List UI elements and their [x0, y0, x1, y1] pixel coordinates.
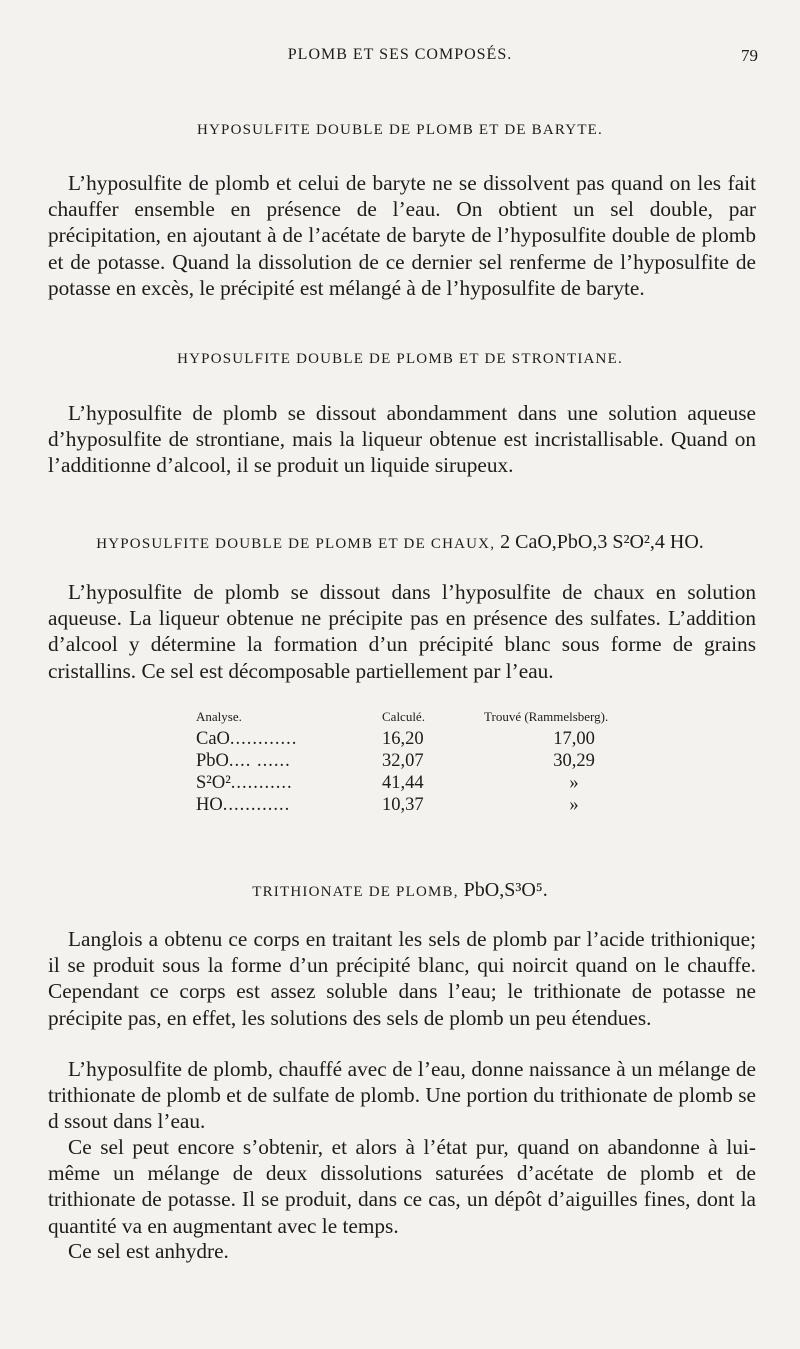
- row-found: »: [569, 794, 579, 815]
- leader-dots: .... ......: [228, 750, 291, 771]
- row-found: 30,29: [553, 750, 595, 771]
- row-calc: 16,20: [382, 728, 424, 749]
- leader-dots: ...........: [230, 772, 293, 793]
- analysis-header-calcule: Calculé.: [382, 709, 425, 724]
- formula-trithionate: PbO,S³O⁵.: [463, 879, 548, 901]
- row-calc: 41,44: [382, 772, 424, 793]
- running-title: PLOMB ET SES COMPOSÉS.: [287, 46, 513, 63]
- row-calc: 10,37: [382, 794, 424, 815]
- analysis-header-analyse: Analyse.: [196, 709, 242, 724]
- leader-dots: ............: [229, 728, 298, 749]
- paragraph-baryte: L’hyposulfite de plomb et celui de baryte ne se dissolvent pas quand on les fait chauffer ensemble en présence de l’eau. On obtient un sel double, par précipitation, en ajoutant à de l’acétate de baryte de l’hyposulfite double de plomb et de potasse. Quand la dissolution de ce dernier sel renferme de l’hyposulfite de potasse en excès, le précipité est mélangé à de l’hyposulfite de baryte.: [48, 171, 756, 300]
- section-heading-chaux: [0, 531, 800, 554]
- table-row: [196, 772, 664, 794]
- leader-dots: ............: [222, 794, 291, 815]
- table-row: [196, 794, 664, 816]
- row-calc: 32,07: [382, 750, 424, 771]
- heading-chaux-text: HYPOSULFITE DOUBLE DE PLOMB ET DE CHAUX,: [96, 536, 496, 552]
- section-heading-baryte: HYPOSULFITE DOUBLE DE PLOMB ET DE BARYTE.: [196, 122, 603, 138]
- paragraph-trithionate-1: Langlois a obtenu ce corps en traitant les sels de plomb par l’acide trithionique; il se produit sous la forme d’un précipité blanc, qui noircit quand on le chauffe. Cependant ce corps est assez soluble dans l’eau; le trithionate de potasse ne précipite pas, en effet, les solutions des sels de plomb un peu étendues.: [48, 927, 756, 1030]
- paragraph-trithionate-3: Ce sel peut encore s’obtenir, et alors à l’état pur, quand on abandonne à lui-même un mélange de deux dissolutions saturées d’acétate de plomb et de trithionate de potasse. Il se produit, dans ce cas, un dépôt d’aiguilles fines, dont la quantité va en augmentant avec le temps.: [48, 1135, 756, 1238]
- row-found: »: [569, 772, 579, 793]
- running-head: [0, 46, 800, 70]
- row-label: CaO: [196, 728, 230, 749]
- section-heading-trithionate: [0, 879, 800, 902]
- analysis-header-trouve: Trouvé (Rammelsberg).: [484, 709, 609, 724]
- table-row: [196, 728, 664, 750]
- paragraph-trithionate-4: Ce sel est anhydre.: [68, 1239, 229, 1263]
- row-label: HO: [196, 794, 223, 815]
- paragraph-strontiane: L’hyposulfite de plomb se dissout abondamment dans une solution aqueuse d’hyposulfite de strontiane, mais la liqueur obtenue est incristallisable. Quand on l’additionne d’alcool, il se produit un liquide sirupeux.: [48, 401, 756, 478]
- analysis-table: [196, 706, 664, 816]
- paragraph-chaux: L’hyposulfite de plomb se dissout dans l’hyposulfite de chaux en solution aqueuse. La liqueur obtenue ne précipite pas en présence des sulfates. L’addition d’alcool y détermine la formation d’un précipité blanc sous forme de grains cristallins. Ce sel est décomposable partiellement par l’eau.: [48, 580, 756, 683]
- heading-trithionate-text: TRITHIONATE DE PLOMB,: [252, 884, 459, 900]
- row-label: S²O²: [196, 772, 231, 793]
- analysis-header-row: [196, 706, 664, 728]
- row-label: PbO: [196, 750, 229, 771]
- table-row: [196, 750, 664, 772]
- paragraph-trithionate-2: L’hyposulfite de plomb, chauffé avec de l’eau, donne naissance à un mélange de trithionate de plomb et de sulfate de plomb. Une portion du trithionate de plomb se d ssout dans l’eau.: [48, 1057, 756, 1134]
- formula-chaux: 2 CaO,PbO,3 S²O²,4 HO.: [500, 531, 704, 553]
- row-found: 17,00: [553, 728, 595, 749]
- page-number: 79: [741, 46, 758, 65]
- section-heading-strontiane: HYPOSULFITE DOUBLE DE PLOMB ET DE STRONTIANE.: [177, 351, 623, 367]
